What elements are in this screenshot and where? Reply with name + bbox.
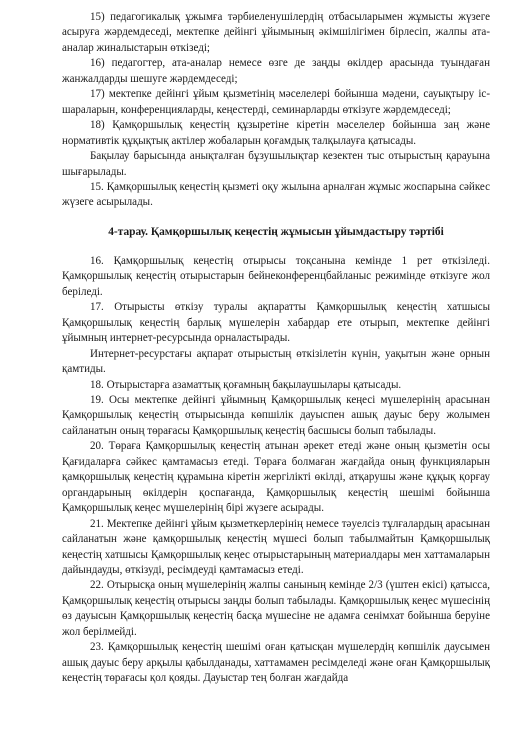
paragraph-item-17: 17) мектепке дейінгі ұйым қызметінің мәселелері бойынша мәдени, сауықтыру іс-шараларын, конференцияларды, кеңестерді, семинарларды өткізуге жәрдемдеседі; [62,88,490,116]
paragraph-clause-23: 23. Қамқоршылық кеңестің шешімі оған қатысқан мүшелердің көпшілік даусымен ашық дауыс беру арқылы қабылданады, хаттамамен ресімделеді және оған Қамқоршылық кеңестің төрағасы қол қояды. Дауыстар тең болған жағдайда [62,641,490,685]
paragraph-item-18: 18) Қамқоршылық кеңестің құзыретіне кіретін мәселелер бойынша заң және нормативтік құқықтық актілер жобаларын қоғамдық талқылауға қатысады. [62,119,490,147]
paragraph-clause-18: 18. Отырыстарға азаматтық қоғамның бақылаушылары қатысады. [90,378,402,391]
section-heading: 4-тарау. Қамқоршылық кеңестің жұмысын ұйымдастыру тәртібі [108,225,444,238]
paragraph-item-15: 15) педагогикалық ұжымға тәрбиеленушілердің отбасыларымен жұмысты жүзеге асыруға жәрдемдеседі, мектепке дейінгі ұйымының әкімшілігімен бірлесіп, жалпы ата-аналар жиналыстарын өткізеді; [62,11,490,54]
paragraph-clause-17: 17. Отырысты өткізу туралы ақпаратты Қамқоршылық кеңестің хатшысы Қамқоршылық кеңестің барлық мүшелерін хабардар ете отырып, мектепке дейінгі ұйымның интернет-ресурсында орналастырады. [62,301,490,345]
paragraph-clause-20: 20. Төраға Қамқоршылық кеңестің атынан әрекет етеді және оның қызметін осы Қағидаларға сәйкес қамтамасыз етеді. Төраға болмаған жағдайда оның функцияларын қамқоршылық кеңестің құрамына кіретін жергілікті өкілді, атқарушы және құқық қорғау органдарының өкілдерін қоспағанда, Қамқоршылық кеңестің шешімі бойынша Қамқоршылық кеңес мүшелерінің бірі жүзеге асырады. [62,440,490,515]
paragraph-internet-info: Интернет-ресурстағы ақпарат отырыстың өткізілетін күнін, уақытын және орнын қамтиды. [62,347,490,376]
paragraph-clause-22: 22. Отырысқа оның мүшелерінің жалпы санының кемінде 2/3 (үштен екісі) қатысса, Қамқоршылық кеңестің отырысы заңды болып табылады. Қамқоршылық кеңес мүшесінің өз дауысын Қамқоршылық кеңестің басқа мүшесіне не адамға сенімхат бойынша беруіне жол берілмейді. [62,579,490,638]
paragraph-clause-19: 19. Осы мектепке дейінгі ұйымның Қамқоршылық кеңесі мүшелерінің арасынан Қамқоршылық кеңестің отырысында көпшілік дауыспен ашық дауыс беру жолымен сайланатын оның төрағасы Қамқоршылық кеңестің басшысы болып табылады. [62,393,490,437]
paragraph-clause-16: 16. Қамқоршылық кеңестің отырысы тоқсанына кемінде 1 рет өткізіледі. Қамқоршылық кеңестің отырыстарын бейнеконференцбайланыс режимінде өткізуге жол беріледі. [62,254,490,298]
paragraph-item-16: 16) педагогтер, ата-аналар немесе өзге де заңды өкілдер арасында туындаған жанжалдарды шешуге жәрдемдеседі; [62,57,490,85]
paragraph-clause-21: 21. Мектепке дейінгі ұйым қызметкерлерінің немесе тәуелсіз тұлғалардың арасынан сайланатын және қамқоршылық кеңестің мүшесі болып табылмайтын Қамқоршылық кеңестің хатшысы Қамқоршылық кеңес отырыстарының материалдары мен хаттамаларын дайындауды, өткізуді, ресімдеуді қамтамасыз етеді. [62,517,490,576]
paragraph-clause-15: 15. Қамқоршылық кеңестің қызметі оқу жылына арналған жұмыс жоспарына сәйкес жүзеге асырылады. [62,180,490,209]
paragraph-control-note: Бақылау барысында анықталған бұзушылықтар кезектен тыс отырыстың қарауына шығарылады. [62,150,490,178]
